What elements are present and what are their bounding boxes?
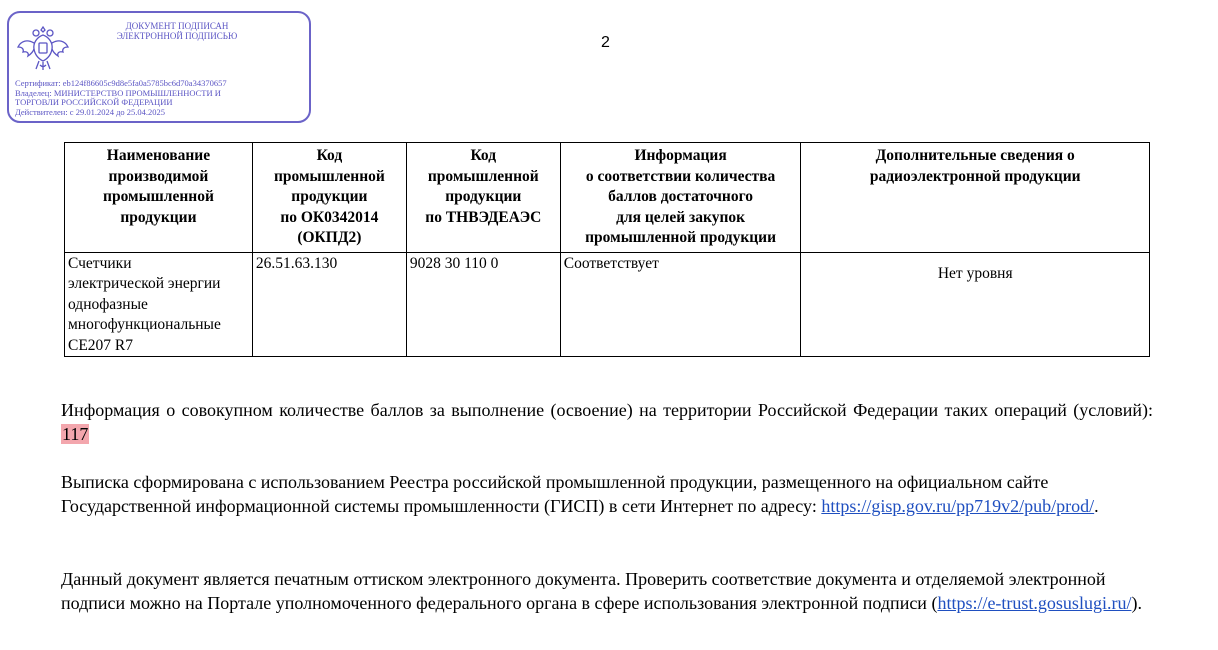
cell-additional-info: Нет уровня	[801, 252, 1150, 357]
stamp-heading	[79, 21, 275, 41]
stamp-certificate-details	[15, 79, 227, 117]
header-line: для целей закупок	[616, 208, 746, 226]
extract-paragraph	[61, 470, 1153, 518]
header-line: о соответствии количества	[585, 167, 776, 185]
header-line: Код	[316, 147, 343, 164]
stamp-heading-line1: ДОКУМЕНТ ПОДПИСАН	[125, 21, 229, 31]
cell-line: CE207 R7	[68, 336, 134, 354]
header-line: радиоэлектронной продукции	[869, 167, 1081, 185]
gisp-link[interactable]: https://gisp.gov.ru/pp719v2/pub/prod/	[821, 496, 1095, 516]
stamp-heading-line2: ЭЛЕКТРОННОЙ ПОДПИСЬЮ	[116, 31, 238, 41]
e-trust-link[interactable]: https://e-trust.gosuslugi.ru/	[937, 593, 1132, 613]
header-line: промышленной	[103, 188, 214, 205]
cell-line: однофазные	[68, 295, 148, 313]
cell-line: многофункциональные	[68, 316, 221, 333]
header-line: Дополнительные сведения о	[875, 147, 1075, 164]
cell-compliance: Соответствует	[560, 252, 801, 357]
product-table	[64, 142, 1150, 357]
header-compliance-info	[560, 143, 801, 253]
header-line: продукции	[291, 188, 368, 205]
double-headed-eagle-emblem-icon	[15, 19, 71, 75]
header-line: продукции	[445, 188, 522, 205]
header-additional-info	[801, 143, 1150, 253]
header-tnved-code	[406, 143, 560, 253]
header-line: баллов достаточного	[608, 188, 753, 205]
cell-line: Счетчики	[68, 254, 132, 272]
stamp-validity: Действителен: с 29.01.2024 до 25.04.2025	[15, 106, 166, 117]
header-product-name	[65, 143, 253, 253]
header-line: Информация	[634, 147, 727, 164]
stamp-owner-line2: ТОРГОВЛИ РОССИЙСКОЙ ФЕДЕРАЦИИ	[15, 97, 173, 108]
extract-suffix: .	[1094, 496, 1099, 516]
table-row	[65, 252, 1150, 357]
page-number: 2	[601, 34, 610, 51]
cell-tnved-code: 9028 30 110 0	[406, 252, 560, 357]
header-line: продукции	[120, 208, 197, 226]
electronic-signature-stamp	[7, 11, 311, 123]
header-line: Наименование	[106, 147, 211, 164]
header-line: (ОКПД2)	[297, 229, 362, 246]
header-okpd2-code	[252, 143, 406, 253]
header-line: Код	[470, 147, 497, 164]
notice-paragraph	[61, 567, 1153, 615]
header-line: по ТНВЭДЕАЭС	[425, 208, 542, 226]
score-value-badge: 117	[62, 424, 89, 444]
notice-suffix: ).	[1131, 593, 1142, 613]
score-text: Информация о совокупном количестве баллов за выполнение (освоение) на территории Российской Федерации таких операций (условий):	[61, 400, 1153, 420]
stamp-owner-line1: Владелец: МИНИСТЕРСТВО ПРОМЫШЛЕННОСТИ И	[15, 87, 221, 98]
cell-product-name	[65, 252, 253, 357]
score-paragraph	[61, 398, 1153, 446]
extract-text: Выписка сформирована с использованием Реестра российской промышленной продукции, размещенного на официальном сайте Государственной информационной системы промышленности (ГИСП) в сети Интернет по адресу:	[61, 472, 1049, 516]
header-line: промышленной продукции	[585, 229, 777, 246]
notice-text: Данный документ является печатным оттиском электронного документа. Проверить соответствие документа и отделяемой электронной подписи можно на Портале уполномоченного федерального органа в сфере использования электронной подписи (	[61, 569, 1106, 613]
header-line: промышленной	[427, 167, 539, 185]
table-header-row	[65, 143, 1150, 253]
header-line: по ОК0342014	[280, 208, 379, 226]
header-line: промышленной	[273, 167, 385, 185]
cell-line: электрической энергии	[68, 275, 221, 292]
cell-okpd2-code: 26.51.63.130	[252, 252, 406, 357]
header-line: производимой	[108, 167, 209, 185]
stamp-certificate: Сертификат: eb124f86605c9d8e5fa0a5785bc6d70a34370657	[15, 78, 227, 88]
